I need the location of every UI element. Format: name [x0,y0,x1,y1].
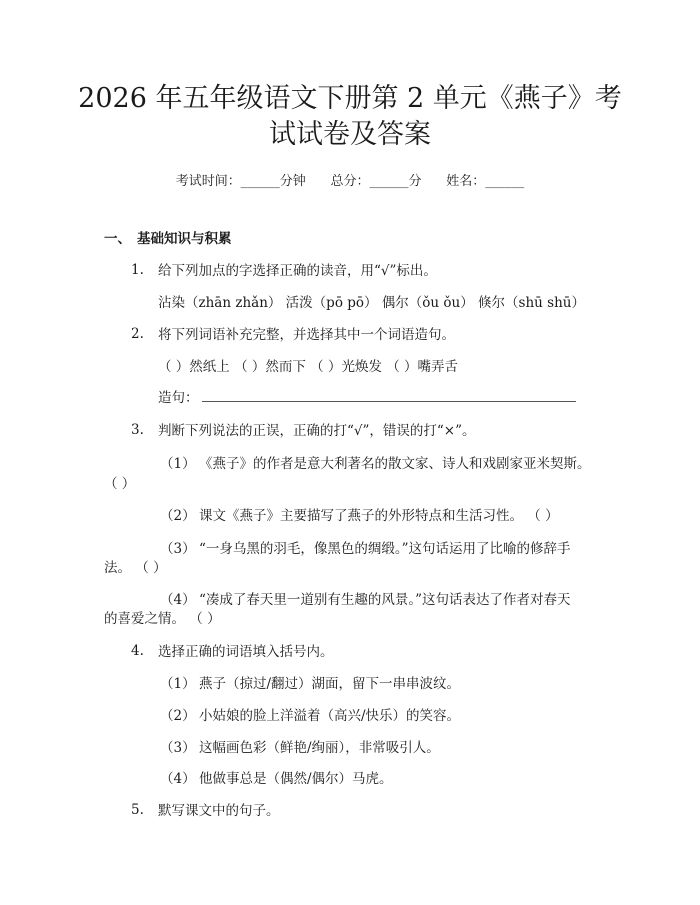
question-3-text: 判断下列说法的正误，正确的打“√”，错误的打“×”。 [158,423,476,439]
question-3-item-1-continuation: （ ） [104,476,136,492]
question-4-item-3-number: （3） [160,740,196,756]
question-3-number: 3. [131,422,144,438]
question-3-item-3-text: “一身乌黑的羽毛，像黑色的绸缎。”这句话运用了比喻的修辞手 [199,541,571,557]
question-4-item-2-text: 小姑娘的脸上洋溢着（高兴/快乐）的笑容。 [199,708,461,724]
question-4-text: 选择正确的词语填入括号内。 [158,644,334,660]
question-2-text: 将下列词语补充完整，并选择其中一个词语造句。 [158,327,455,343]
question-3-item-4-number: （4） [160,592,196,608]
sentence-answer-line[interactable] [202,401,576,402]
question-4-item-1-number: （1） [160,676,196,692]
question-4-item-4-number: （4） [160,771,196,787]
question-4-item-1-text: 燕子（掠过/翻过）湖面，留下一串串波纹。 [199,676,461,692]
question-3-item-2-text: 课文《燕子》主要描写了燕子的外形特点和生活习性。 （ ） [199,508,559,524]
question-4-item-4-text: 他做事总是（偶然/偶尔）马虎。 [199,771,393,787]
question-2-number: 2. [131,326,144,342]
question-2-words: （ ）然纸上 （ ）然而下 （ ）光焕发 （ ）嘴弄舌 [158,359,459,375]
question-4-number: 4. [131,643,144,659]
question-5-number: 5. [131,802,144,818]
question-1-text: 给下列加点的字选择正确的读音，用“√”标出。 [158,263,437,279]
question-4-item-3-text: 这幅画色彩（鲜艳/绚丽），非常吸引人。 [199,740,440,756]
section-1-marker: 一、 [104,231,131,247]
question-3-item-3-continuation: 法。 （ ） [104,560,167,576]
exam-title-line-1: 2026 年五年级语文下册第 2 单元《燕子》考 [78,83,622,114]
question-3-item-2-number: （2） [160,508,196,524]
question-3-item-1-text: 《燕子》的作者是意大利著名的散文家、诗人和戏剧家亚米契斯。 [199,456,591,472]
question-2-sentence-label: 造句： [158,390,199,406]
exam-title-line-2: 试试卷及答案 [269,119,431,150]
section-1-heading: 基础知识与积累 [137,231,232,247]
question-5-text: 默写课文中的句子。 [158,803,280,819]
question-3-item-3-number: （3） [160,541,196,557]
question-1-options: 沾染（zhān zhǎn） 活泼（pō pō） 偶尔（ǒu ǒu） 倏尔（shū shū） [158,295,585,311]
question-3-item-4-text: “凑成了春天里一道别有生趣的风景。”这句话表达了作者对春天 [199,592,571,608]
question-3-item-4-continuation: 的喜爱之情。 （ ） [104,611,221,627]
question-4-item-2-number: （2） [160,708,196,724]
question-1-number: 1. [131,262,144,278]
question-3-item-1-number: （1） [160,456,196,472]
exam-info-line: 考试时间：______分钟 总分：______分 姓名：______ [175,174,525,189]
